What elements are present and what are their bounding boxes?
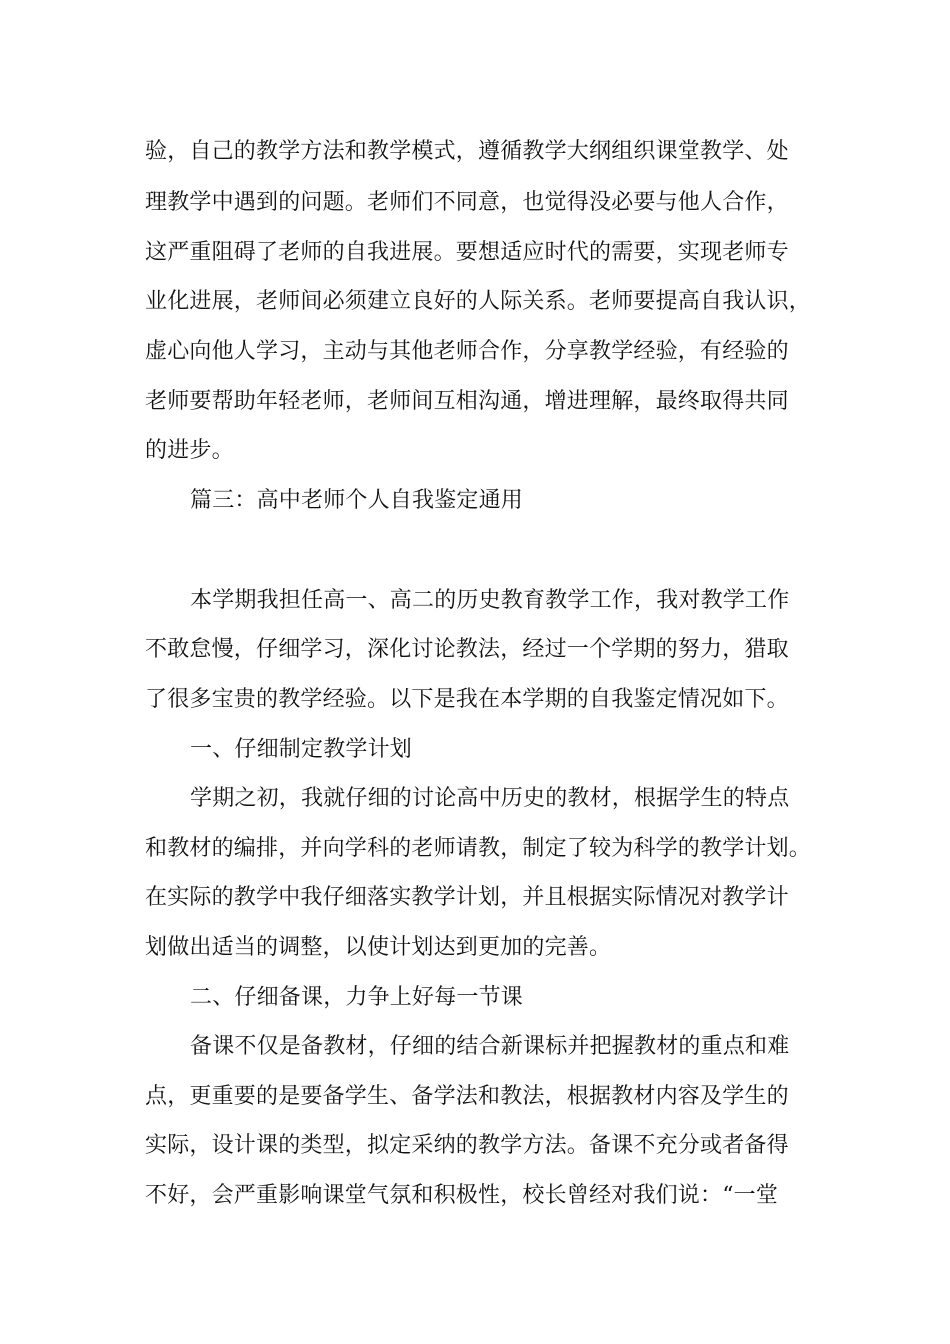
text-line: 学期之初，我就仔细的讨论高中历史的教材，根据学生的特点 — [190, 786, 790, 811]
text-line: 划做出适当的调整，以使计划达到更加的完善。 — [145, 935, 612, 960]
text-line: 验，自己的教学方法和教学模式，遵循教学大纲组织课堂教学、处 — [145, 139, 789, 164]
text-line: 这严重阻碍了老师的自我进展。要想适应时代的需要，实现老师专 — [145, 240, 789, 265]
text-line: 实际，设计课的类型，拟定采纳的教学方法。备课不充分或者备得 — [145, 1133, 789, 1158]
text-line: 虚心向他人学习，主动与其他老师合作，分享教学经验，有经验的 — [145, 339, 789, 364]
text-line: 和教材的编排，并向学科的老师请教，制定了较为科学的教学计划。 — [145, 836, 812, 861]
subheading: 二、仔细备课，力争上好每一节课 — [190, 985, 524, 1010]
text-line: 点，更重要的是要备学生、备学法和教法，根据教材内容及学生的 — [145, 1084, 789, 1109]
text-line: 业化进展，老师间必须建立良好的人际关系。老师要提高自我认识， — [145, 289, 812, 314]
text-line: 了很多宝贵的教学经验。以下是我在本学期的自我鉴定情况如下。 — [145, 687, 789, 712]
text-line: 不好，会严重影响课堂气氛和积极性，校长曾经对我们说：“一堂 — [145, 1183, 779, 1208]
text-line: 本学期我担任高一、高二的历史教育教学工作，我对教学工作 — [190, 588, 790, 613]
text-line: 老师要帮助年轻老师，老师间互相沟通，增进理解，最终取得共同 — [145, 389, 789, 414]
subheading: 一、仔细制定教学计划 — [190, 737, 413, 762]
text-line: 备课不仅是备教材，仔细的结合新课标并把握教材的重点和难 — [190, 1034, 790, 1059]
text-line: 不敢怠慢，仔细学习，深化讨论教法，经过一个学期的努力，猎取 — [145, 637, 789, 662]
text-line: 理教学中遇到的问题。老师们不同意，也觉得没必要与他人合作， — [145, 190, 789, 215]
text-line: 的进步。 — [145, 438, 234, 463]
text-line: 在实际的教学中我仔细落实教学计划，并且根据实际情况对教学计 — [145, 885, 789, 910]
section-heading: 篇三：高中老师个人自我鉴定通用 — [190, 488, 524, 513]
